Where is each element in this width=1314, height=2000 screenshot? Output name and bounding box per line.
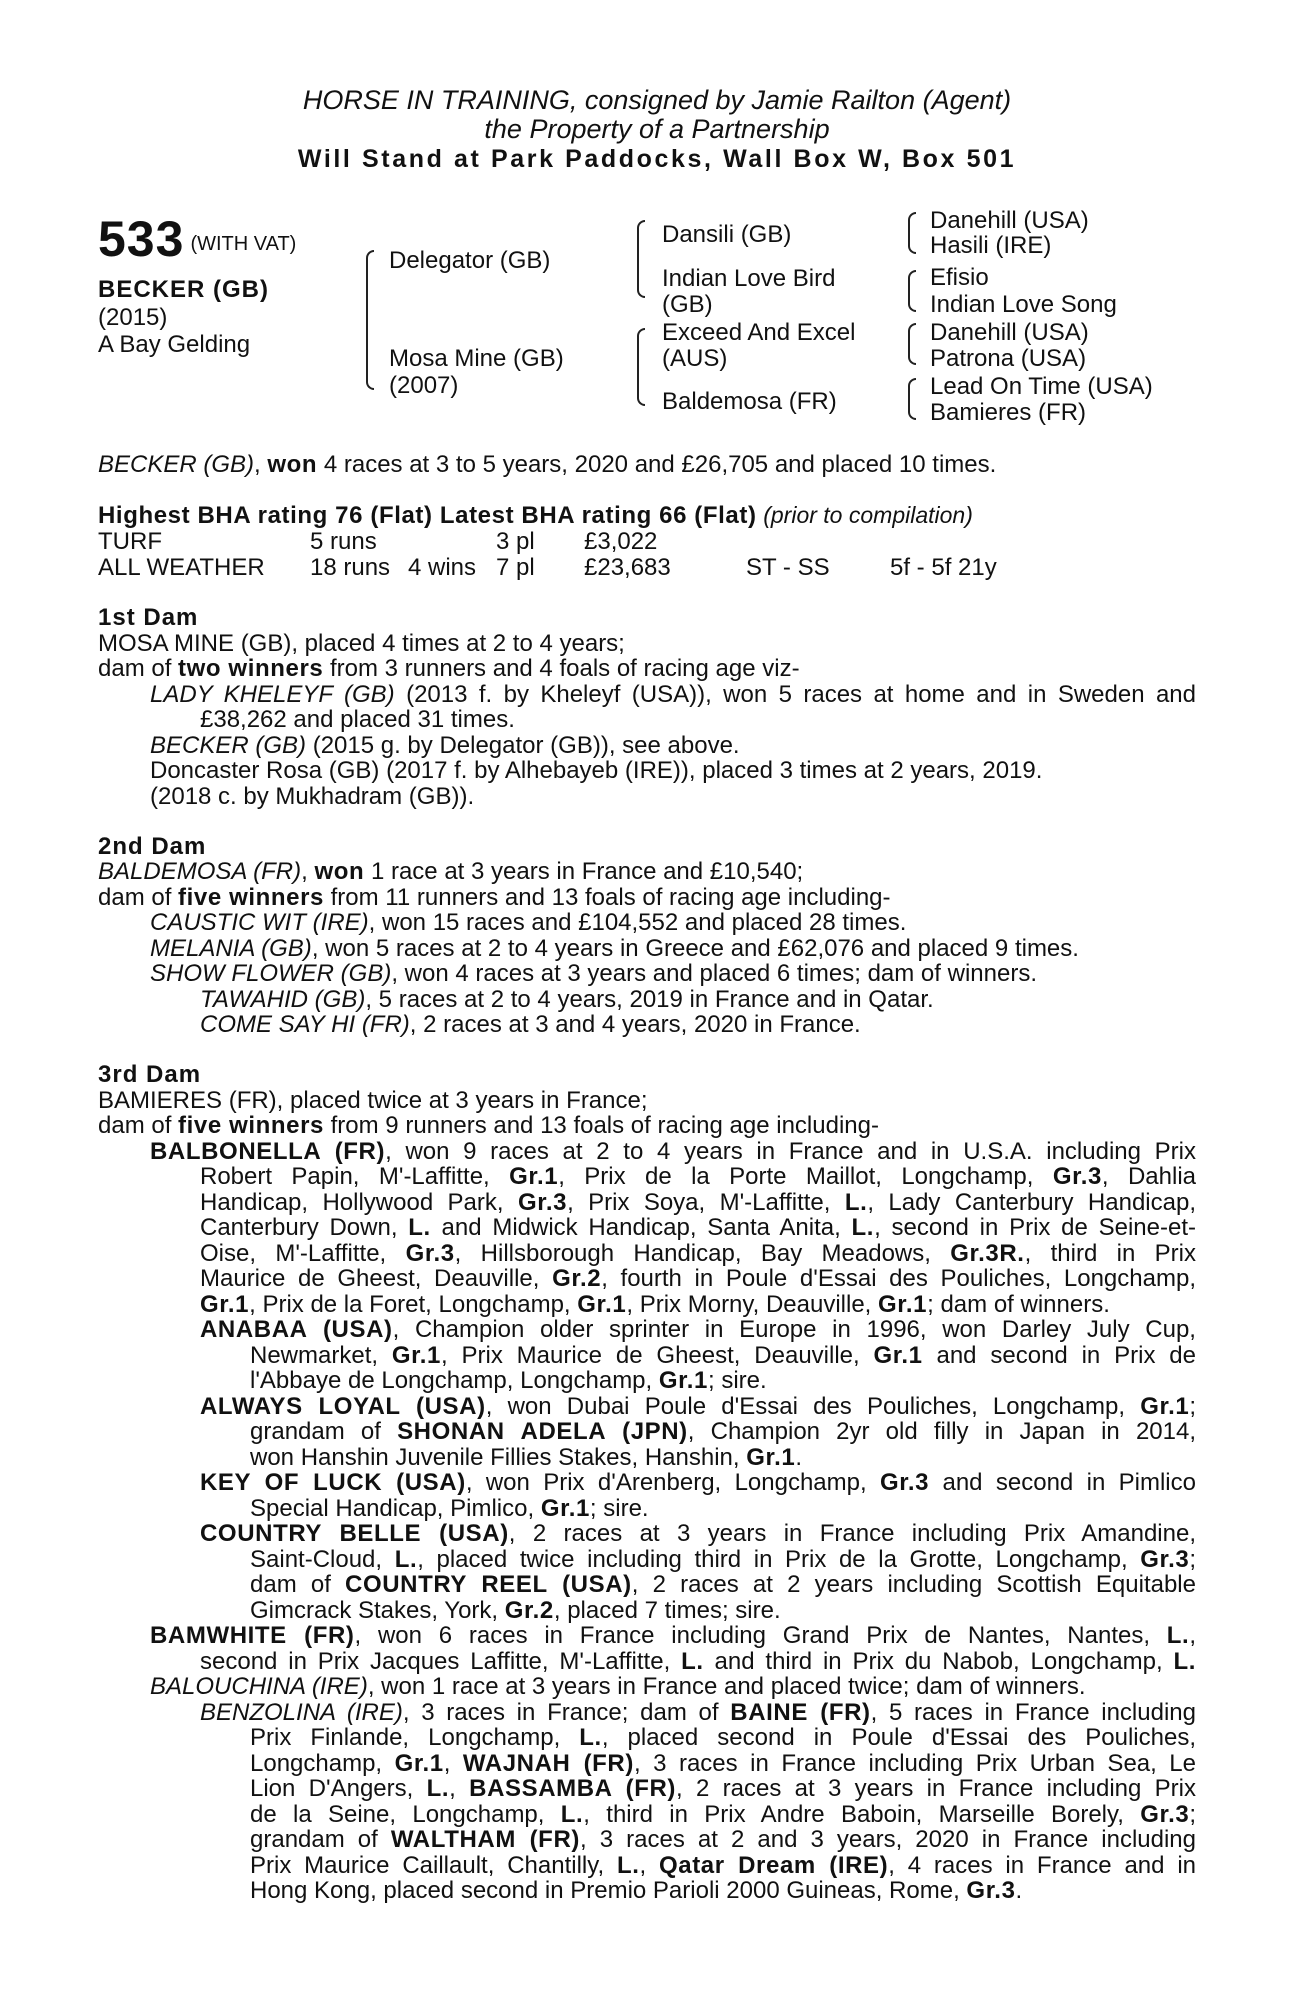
third-dam-line: Hong Kong, placed second in Premio Parioli 2000 Guineas, Rome, Gr.3. [250,1877,1023,1904]
third-dam-line: ALWAYS LOYAL (USA), won Dubai Poule d'Essai des Pouliches, Longchamp, Gr.1; [200,1393,1197,1420]
pedigree-brace [908,323,916,365]
horse-year: (2015) [98,304,168,331]
third-dam-line: Gimcrack Stakes, York, Gr.2, placed 7 times; sire. [250,1597,781,1624]
third-dam-line: Special Handicap, Pimlico, Gr.1; sire. [250,1495,649,1522]
third-dam-line: KEY OF LUCK (USA), won Prix d'Arenberg, Longchamp, Gr.3 and second in Pimlico [200,1469,1196,1496]
third-dam-line: dam of five winners from 9 runners and 13 foals of racing age including- [98,1112,879,1139]
pedigree-g4: Indian Love Song [930,291,1117,318]
record-aw-label: ALL WEATHER [98,554,265,581]
horse-name: BECKER (GB) [98,276,269,303]
pedigree-brace [637,328,645,406]
first-dam-line: £38,262 and placed 31 times. [200,706,515,733]
first-dam-line: dam of two winners from 3 runners and 4 foals of racing age viz- [98,655,800,682]
second-dam-line: COME SAY HI (FR), 2 races at 3 and 4 years, 2020 in France. [200,1011,861,1038]
property-line: the Property of a Partnership [484,114,830,144]
consignor-line: HORSE IN TRAINING, consigned by Jamie Railton (Agent) [302,85,1012,115]
record-turf-prize: £3,022 [584,528,658,555]
third-dam-line: second in Prix Jacques Laffitte, M'-Laffitte, L. and third in Prix du Nabob, Longchamp, L. [200,1648,1196,1675]
ratings-line: Highest BHA rating 76 (Flat) Latest BHA rating 66 (Flat) (prior to compilation) [98,502,973,529]
pedigree-dam-dam: Baldemosa (FR) [662,388,837,415]
race-summary: BECKER (GB), won 4 races at 3 to 5 years, 2020 and £26,705 and placed 10 times. [98,451,997,478]
pedigree-brace [908,270,916,312]
third-dam-line: Saint-Cloud, L., placed twice including third in Prix de la Grotte, Longchamp, Gr.3; [250,1546,1196,1573]
pedigree-sire: Delegator (GB) [389,247,551,274]
pedigree-dam-year: (2007) [389,372,459,399]
record-turf-runs: 5 runs [310,528,377,555]
horse-description: A Bay Gelding [98,331,251,358]
pedigree-dam-sire: Exceed And Excel [662,319,856,346]
first-dam-heading: 1st Dam [98,604,199,631]
record-aw-distances: 5f - 5f 21y [890,554,997,581]
lot-number-block [98,210,296,268]
third-dam-line: Lion D'Angers, L., BASSAMBA (FR), 2 races at 3 years in France including Prix [250,1775,1196,1802]
pedigree-dam: Mosa Mine (GB) [389,345,564,372]
third-dam-line: Oise, M'-Laffitte, Gr.3, Hillsborough Handicap, Bay Meadows, Gr.3R., third in Prix [200,1240,1196,1267]
third-dam-line: Prix Maurice Caillault, Chantilly, L., Qatar Dream (IRE), 4 races in France and in [250,1852,1197,1879]
third-dam-line: COUNTRY BELLE (USA), 2 races at 3 years in France including Prix Amandine, [200,1520,1196,1547]
second-dam-line: BALDEMOSA (FR), won 1 race at 3 years in France and £10,540; [98,858,804,885]
record-aw-prize: £23,683 [584,554,671,581]
pedigree-brace [366,250,374,390]
second-dam-line: TAWAHID (GB), 5 races at 2 to 4 years, 2019 in France and in Qatar. [200,986,934,1013]
third-dam-line: dam of COUNTRY REEL (USA), 2 races at 2 years including Scottish Equitable [250,1571,1196,1598]
third-dam-line: won Hanshin Juvenile Fillies Stakes, Hanshin, Gr.1. [250,1444,803,1471]
third-dam-line: Maurice de Gheest, Deauville, Gr.2, fourth in Poule d'Essai des Pouliches, Longchamp, [200,1265,1196,1292]
third-dam-line: BAMWHITE (FR), won 6 races in France including Grand Prix de Nantes, Nantes, L., [150,1622,1196,1649]
third-dam-line: ANABAA (USA), Champion older sprinter in Europe in 1996, won Darley July Cup, [200,1316,1196,1343]
third-dam-line: grandam of SHONAN ADELA (JPN), Champion 2yr old filly in Japan in 2014, [250,1418,1197,1445]
second-dam-line: dam of five winners from 11 runners and 13 foals of racing age including- [98,884,891,911]
pedigree-sire-dam-country: (GB) [662,291,713,318]
pedigree-g7: Lead On Time (USA) [930,373,1153,400]
second-dam-line: CAUSTIC WIT (IRE), won 15 races and £104,552 and placed 28 times. [150,909,907,936]
pedigree-g1: Danehill (USA) [930,207,1089,234]
third-dam-line: BALOUCHINA (IRE), won 1 race at 3 years in France and placed twice; dam of winners. [150,1673,1086,1700]
pedigree-brace [637,220,645,298]
third-dam-line: Handicap, Hollywood Park, Gr.3, Prix Soya, M'-Laffitte, L., Lady Canterbury Handicap, [200,1189,1196,1216]
first-dam-line: (2018 c. by Mukhadram (GB)). [150,783,475,810]
page-header [0,86,1314,174]
first-dam-line: MOSA MINE (GB), placed 4 times at 2 to 4 years; [98,630,625,657]
pedigree-g8: Bamieres (FR) [930,399,1087,426]
third-dam-line: Canterbury Down, L. and Midwick Handicap, Santa Anita, L., second in Prix de Seine-et- [200,1214,1196,1241]
pedigree-g6: Patrona (USA) [930,345,1087,372]
third-dam-line: l'Abbaye de Longchamp, Longchamp, Gr.1; sire. [250,1367,767,1394]
stand-line: Will Stand at Park Paddocks, Wall Box W, Box 501 [297,145,1017,173]
record-aw-runs: 18 runs [310,554,391,581]
second-dam-heading: 2nd Dam [98,833,207,860]
third-dam-line: grandam of WALTHAM (FR), 3 races at 2 and 3 years, 2020 in France including [250,1826,1197,1853]
vat-label: (WITH VAT) [190,233,297,255]
first-dam-line: LADY KHELEYF (GB) (2013 f. by Kheleyf (USA)), won 5 races at home and in Sweden and [150,681,1196,708]
record-aw-wins: 4 wins [408,554,477,581]
record-turf-label: TURF [98,528,162,555]
third-dam-line: BALBONELLA (FR), won 9 races at 2 to 4 years in France and in U.S.A. including Prix [150,1138,1196,1165]
second-dam-line: SHOW FLOWER (GB), won 4 races at 3 years and placed 6 times; dam of winners. [150,960,1037,987]
pedigree-g5: Danehill (USA) [930,319,1089,346]
record-turf-placed: 3 pl [496,528,535,555]
third-dam-line: Prix Finlande, Longchamp, L., placed second in Poule d'Essai des Pouliches, [250,1724,1196,1751]
second-dam-line: MELANIA (GB), won 5 races at 2 to 4 years in Greece and £62,076 and placed 9 times. [150,935,1079,962]
lot-number: 533 [98,211,185,267]
third-dam-line: Robert Papin, M'-Laffitte, Gr.1, Prix de la Porte Maillot, Longchamp, Gr.3, Dahlia [200,1163,1197,1190]
pedigree-sire-sire: Dansili (GB) [662,221,792,248]
pedigree-brace [908,378,916,420]
pedigree-g2: Hasili (IRE) [930,232,1052,259]
third-dam-line: Gr.1, Prix de la Foret, Longchamp, Gr.1, Prix Morny, Deauville, Gr.1; dam of winners. [200,1291,1110,1318]
third-dam-line: BAMIERES (FR), placed twice at 3 years in France; [98,1087,648,1114]
pedigree-brace [908,212,916,254]
third-dam-line: BENZOLINA (IRE), 3 races in France; dam of BAINE (FR), 5 races in France including [200,1699,1196,1726]
third-dam-heading: 3rd Dam [98,1061,202,1088]
third-dam-line: Newmarket, Gr.1, Prix Maurice de Gheest, Deauville, Gr.1 and second in Prix de [250,1342,1196,1369]
third-dam-line: Longchamp, Gr.1, WAJNAH (FR), 3 races in France including Prix Urban Sea, Le [250,1750,1196,1777]
pedigree-dam-sire-country: (AUS) [662,345,728,372]
first-dam-line: Doncaster Rosa (GB) (2017 f. by Alhebayeb (IRE)), placed 3 times at 2 years, 2019. [150,757,1043,784]
record-aw-courses: ST - SS [746,554,830,581]
record-aw-placed: 7 pl [496,554,535,581]
third-dam-line: de la Seine, Longchamp, L., third in Prix Andre Baboin, Marseille Borely, Gr.3; [250,1801,1196,1828]
first-dam-line: BECKER (GB) (2015 g. by Delegator (GB)), see above. [150,732,740,759]
pedigree-sire-dam: Indian Love Bird [662,265,836,292]
pedigree-g3: Efisio [930,264,989,291]
